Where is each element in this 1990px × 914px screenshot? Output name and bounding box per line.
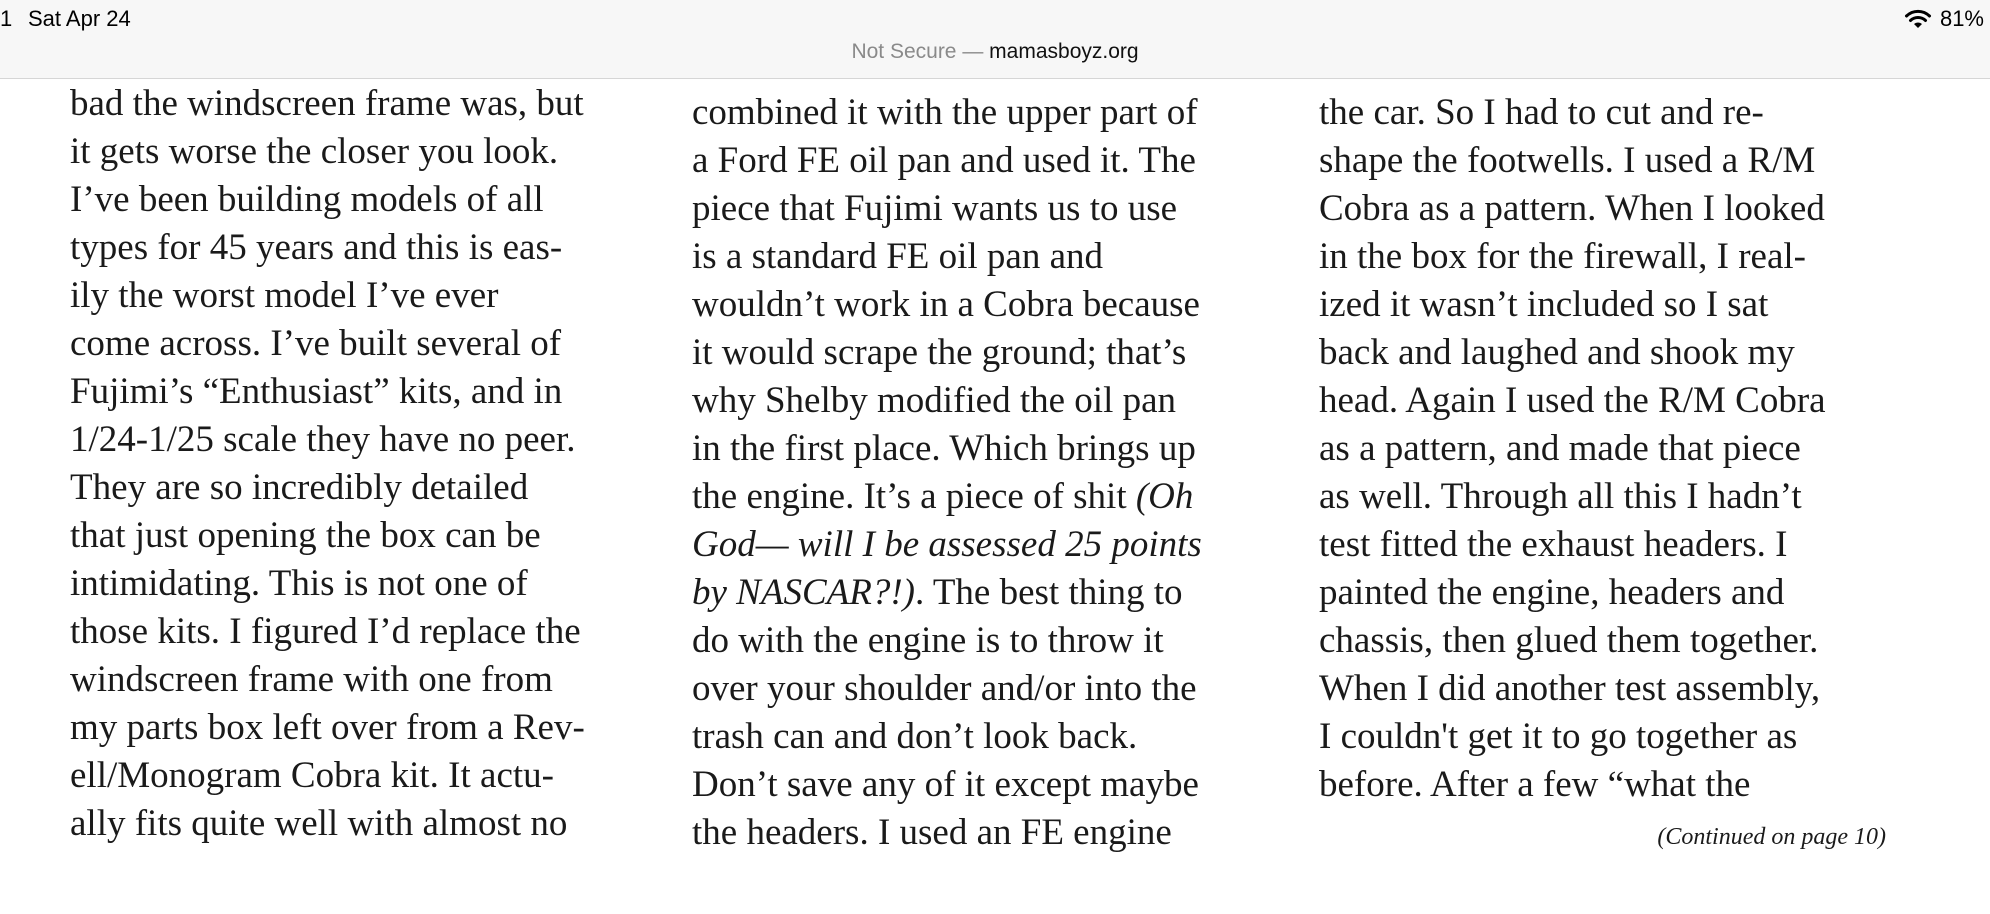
text-line: do with the engine is to throw it (692, 620, 1164, 661)
text-line: They are so incredibly detailed (70, 467, 529, 508)
text-line: as a pattern, and made that piece (1319, 428, 1801, 469)
text-line: the car. So I had to cut and re- (1319, 92, 1764, 133)
text-line: it would scrape the ground; that’s (692, 332, 1187, 373)
wifi-icon (1904, 8, 1932, 30)
article-column-2 (692, 89, 1202, 857)
text-line: ily the worst model I’ve ever (70, 275, 499, 316)
text-line: it gets worse the closer you look. (70, 131, 559, 172)
text-line: a Ford FE oil pan and used it. The (692, 140, 1196, 181)
battery-percent: 81% (1939, 6, 1984, 31)
text-run: . The best thing to (914, 572, 1183, 613)
text-line: in the first place. Which brings up (692, 428, 1196, 469)
domain-label: mamasboyz.org (989, 40, 1139, 63)
browser-chrome (0, 0, 1990, 79)
text-line-mixed (692, 473, 1202, 521)
text-line: shape the footwells. I used a R/M (1319, 140, 1816, 181)
article-column-1 (70, 80, 585, 848)
text-line: my parts box left over from a Rev- (70, 707, 585, 748)
text-line: When I did another test assembly, (1319, 668, 1821, 709)
text-line: bad the windscreen frame was, but (70, 83, 584, 124)
text-line: trash can and don’t look back. (692, 716, 1138, 757)
text-line: the headers. I used an FE engine (692, 812, 1172, 853)
text-line: 1/24-1/25 scale they have no peer. (70, 419, 576, 460)
text-line: types for 45 years and this is eas- (70, 227, 563, 268)
text-line: test fitted the exhaust headers. I (1319, 524, 1788, 565)
text-line: before. After a few “what the (1319, 764, 1751, 805)
text-line: in the box for the firewall, I real- (1319, 236, 1806, 277)
text-line: as well. Through all this I hadn’t (1319, 476, 1802, 517)
text-run: the engine. It’s a piece of shit (692, 476, 1136, 517)
continued-note: (Continued on page 10) (1657, 824, 1886, 850)
text-line: wouldn’t work in a Cobra because (692, 284, 1200, 325)
text-line: those kits. I figured I’d replace the (70, 611, 581, 652)
text-line: that just opening the box can be (70, 515, 541, 556)
status-time: 1 (0, 6, 13, 31)
text-line: Cobra as a pattern. When I looked (1319, 188, 1825, 229)
text-line: windscreen frame with one from (70, 659, 553, 700)
text-line: ell/Monogram Cobra kit. It actu- (70, 755, 554, 796)
text-line: Don’t save any of it except maybe (692, 764, 1199, 805)
text-line: I’ve been building models of all (70, 179, 544, 220)
article-column-3 (1319, 89, 1826, 809)
text-line: why Shelby modified the oil pan (692, 380, 1177, 421)
text-line: chassis, then glued them together. (1319, 620, 1819, 661)
text-line: head. Again I used the R/M Cobra (1319, 380, 1826, 421)
italic-text-run: by NASCAR?!) (692, 572, 915, 613)
status-indicators (1904, 6, 1984, 32)
text-line: ally fits quite well with almost no (70, 803, 568, 844)
text-line: combined it with the upper part of (692, 92, 1198, 133)
text-line: I couldn't get it to go together as (1319, 716, 1798, 757)
text-line: is a standard FE oil pan and (692, 236, 1104, 277)
not-secure-label: Not Secure — (851, 40, 984, 63)
italic-text-line: God— will I be assessed 25 points (692, 524, 1202, 565)
text-line: Fujimi’s “Enthusiast” kits, and in (70, 371, 563, 412)
address-bar[interactable] (0, 40, 1990, 64)
text-line-mixed (692, 569, 1202, 617)
text-line: back and laughed and shook my (1319, 332, 1795, 373)
text-line: ized it wasn’t included so I sat (1319, 284, 1769, 325)
text-line: intimidating. This is not one of (70, 563, 528, 604)
text-line: painted the engine, headers and (1319, 572, 1785, 613)
text-line: over your shoulder and/or into the (692, 668, 1197, 709)
status-date: Sat Apr 24 (28, 6, 131, 31)
text-line: come across. I’ve built several of (70, 323, 562, 364)
italic-text-run: (Oh (1135, 476, 1194, 517)
text-line: piece that Fujimi wants us to use (692, 188, 1178, 229)
